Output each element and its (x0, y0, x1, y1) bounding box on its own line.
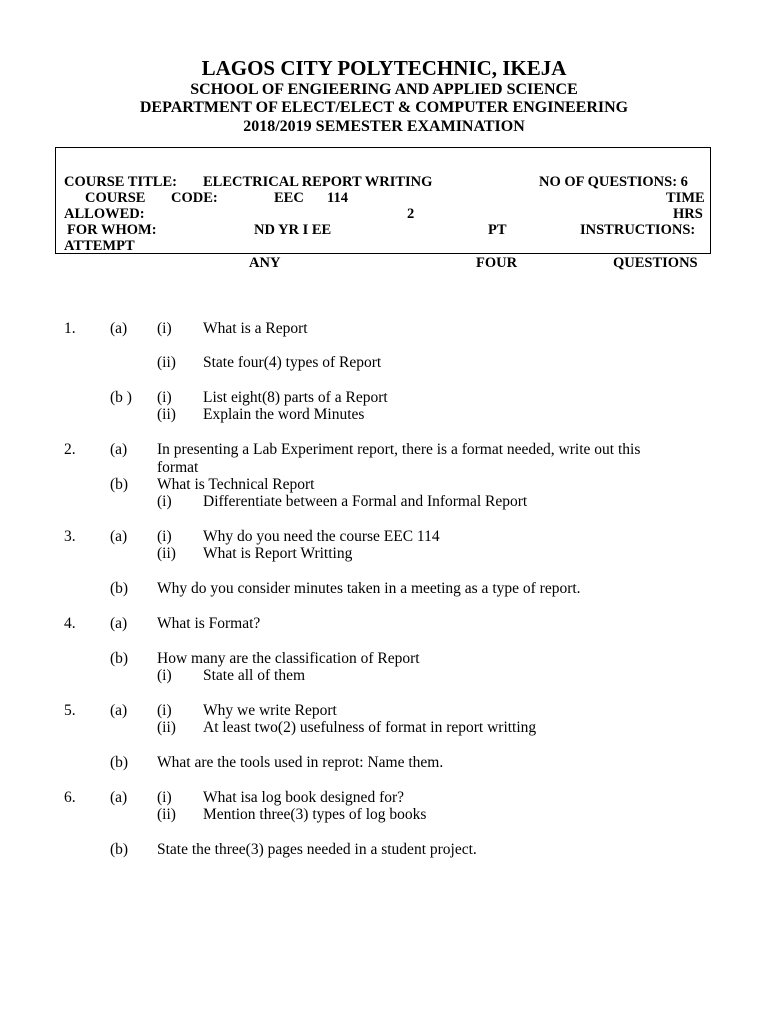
subpart-label: (i) (157, 320, 172, 337)
pt-word: PT (488, 222, 507, 238)
course-code-eec: EEC (274, 190, 304, 206)
part-label: (a) (110, 702, 128, 719)
for-whom-label: FOR WHOM: (67, 222, 157, 238)
part-label: (b) (110, 841, 129, 858)
questions-word: QUESTIONS (613, 255, 698, 271)
allowed-label: ALLOWED: (64, 206, 145, 222)
part-label: (b) (110, 650, 129, 667)
part-label: (a) (110, 441, 128, 458)
subpart-label: (i) (157, 789, 172, 806)
subpart-label: (i) (157, 493, 172, 510)
question-text: In presenting a Lab Experiment report, there is a format needed, write out this (157, 441, 641, 458)
question-number: 6. (64, 789, 76, 806)
question-text: How many are the classification of Report (157, 650, 420, 667)
question-text: What is Format? (157, 615, 261, 632)
question-text: State the three(3) pages needed in a student project. (157, 841, 477, 858)
course-word: COURSE (85, 190, 146, 206)
exam-title: 2018/2019 SEMESTER EXAMINATION (243, 118, 525, 135)
question-text: State four(4) types of Report (203, 354, 382, 371)
subpart-label: (ii) (157, 354, 176, 371)
subpart-label: (i) (157, 667, 172, 684)
department-title: DEPARTMENT OF ELECT/ELECT & COMPUTER ENGINEERING (139, 99, 629, 116)
question-number: 2. (64, 441, 76, 458)
question-text: Explain the word Minutes (203, 406, 365, 423)
question-text: List eight(8) parts of a Report (203, 389, 388, 406)
school-title: SCHOOL OF ENGIEERING AND APPLIED SCIENCE (190, 81, 578, 98)
subpart-label: (i) (157, 702, 172, 719)
question-text: Why do you need the course EEC 114 (203, 528, 440, 545)
question-text: Why do you consider minutes taken in a meeting as a type of report. (157, 580, 581, 597)
attempt-word: ATTEMPT (64, 238, 135, 254)
any-word: ANY (249, 255, 281, 271)
question-text: What is Report Writting (203, 545, 353, 562)
question-text: What are the tools used in reprot: Name them. (157, 754, 444, 771)
number-of-questions: NO OF QUESTIONS: 6 (539, 174, 688, 190)
subpart-label: (i) (157, 528, 172, 545)
part-label: (b) (110, 580, 129, 597)
subpart-label: (ii) (157, 406, 176, 423)
question-number: 4. (64, 615, 76, 632)
subpart-label: (i) (157, 389, 172, 406)
course-code-number: 114 (327, 190, 348, 206)
code-label: CODE: (171, 190, 218, 206)
part-label: (a) (110, 320, 128, 337)
question-text: Differentiate between a Formal and Informal Report (203, 493, 528, 510)
part-label: (b ) (110, 389, 132, 406)
time-word: TIME (666, 190, 705, 206)
subpart-label: (ii) (157, 806, 176, 823)
question-text: What is Technical Report (157, 476, 315, 493)
question-text: What is a Report (203, 320, 308, 337)
question-number: 5. (64, 702, 76, 719)
subpart-label: (ii) (157, 545, 176, 562)
part-label: (a) (110, 528, 128, 545)
question-text: format (157, 459, 199, 476)
question-text: What isa log book designed for? (203, 789, 405, 806)
question-text: At least two(2) usefulness of format in report writting (203, 719, 537, 736)
instructions-label: INSTRUCTIONS: (580, 222, 696, 238)
part-label: (b) (110, 476, 129, 493)
part-label: (a) (110, 615, 128, 632)
question-text: Why we write Report (203, 702, 337, 719)
question-text: Mention three(3) types of log books (203, 806, 427, 823)
question-number: 1. (64, 320, 76, 337)
subpart-label: (ii) (157, 719, 176, 736)
for-whom-value: ND YR I EE (254, 222, 332, 238)
four-word: FOUR (476, 255, 518, 271)
institution-title: LAGOS CITY POLYTECHNIC, IKEJA (201, 56, 567, 80)
question-text: State all of them (203, 667, 306, 684)
question-number: 3. (64, 528, 76, 545)
allowed-value: 2 (407, 206, 415, 222)
course-title-label: COURSE TITLE: (64, 174, 177, 190)
part-label: (b) (110, 754, 129, 771)
course-title-value: ELECTRICAL REPORT WRITING (203, 174, 433, 190)
hrs-word: HRS (673, 206, 703, 222)
part-label: (a) (110, 789, 128, 806)
